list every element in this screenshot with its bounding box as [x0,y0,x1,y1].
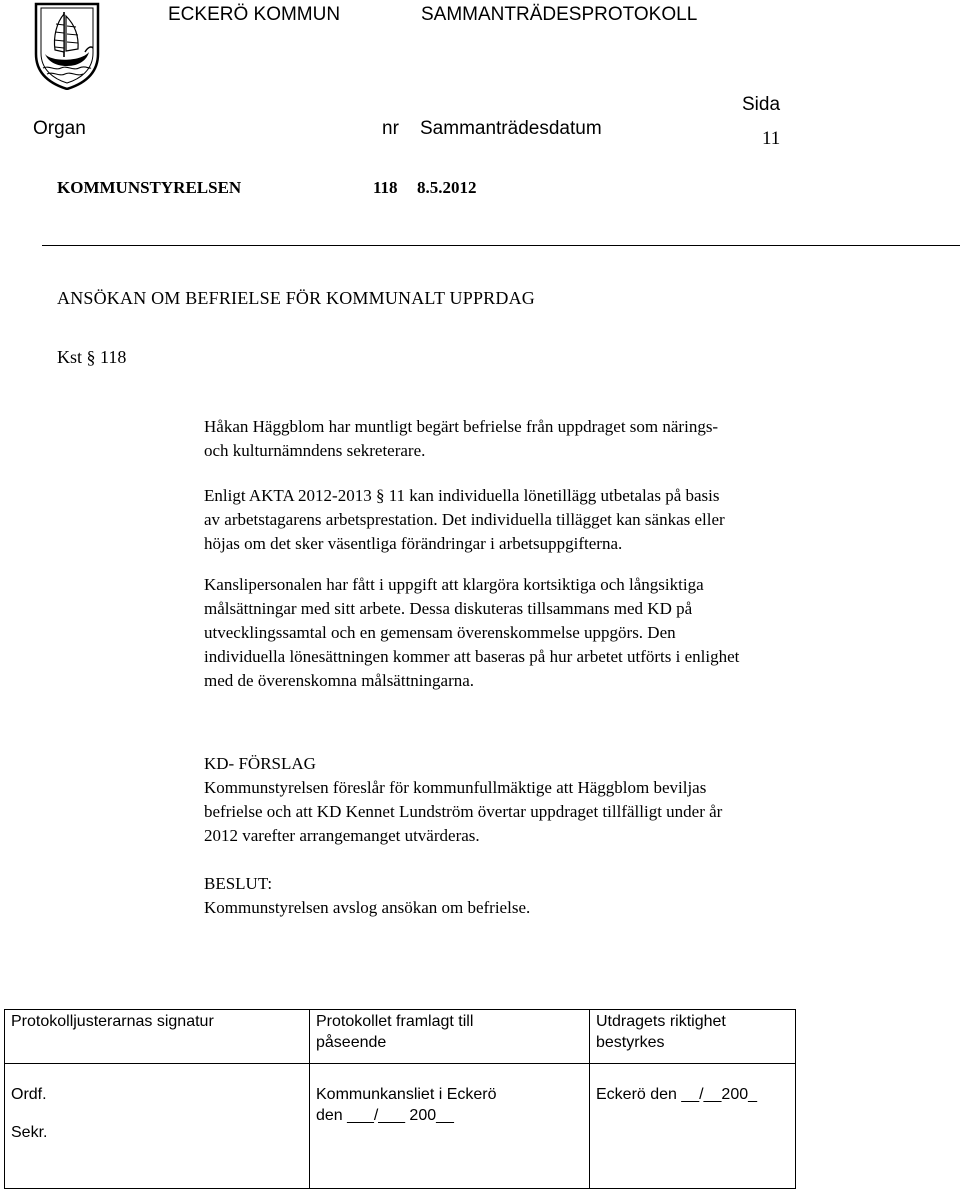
decision-text: Kommunstyrelsen avslog ansökan om befrielse. [204,898,531,917]
paragraph-line: målsättningar med sitt arbete. Dessa diskuteras tillsammans med KD på [204,599,693,618]
paragraph-line: höjas om det sker väsentliga förändringar i arbetsuppgifterna. [204,534,623,553]
eckero-coat-of-arms-icon [33,2,101,90]
posting-location: Kommunkansliet i Eckerö [316,1086,497,1103]
paragraph-line: med de överenskomna målsättningarna. [204,671,475,690]
decision-heading: BESLUT: [204,874,273,893]
nr-label: nr [382,118,399,139]
paragraph-line: befrielse och att KD Kennet Lundström övertar uppdraget tillfälligt under år [204,802,723,821]
posting-header-line: påseende [316,1034,387,1051]
signature-table [4,1009,796,1189]
document-type: SAMMANTRÄDESPROTOKOLL [421,4,698,25]
decision-section [204,872,844,920]
paragraph-line: Enligt AKTA 2012-2013 § 11 kan individuella lönetillägg utbetalas på basis [204,486,720,505]
paragraph-request [204,415,844,463]
paragraph-line: Håkan Häggblom har muntligt begärt befrielse från uppdraget som närings- [204,417,719,436]
section-reference: Kst § 118 [57,347,127,367]
paragraph-staff-goals [204,573,844,693]
posting-date: den ___/___ 200__ [316,1107,454,1124]
paragraph-line: av arbetstagarens arbetsprestation. Det individuella tillägget kan sänkas eller [204,510,725,529]
paragraph-line: 2012 varefter arrangemanget utvärderas. [204,826,480,845]
signature-header-cell [5,1010,310,1064]
certification-header-line: Utdragets riktighet [596,1013,726,1030]
organ-value: KOMMUNSTYRELSEN [57,178,242,197]
meeting-date-label: Sammanträdesdatum [420,118,602,139]
certification-cell [590,1064,796,1189]
posting-cell [310,1064,590,1189]
paragraph-line: Kanslipersonalen har fått i uppgift att klargöra kortsiktiga och långsiktiga [204,575,704,594]
posting-header-line: Protokollet framlagt till [316,1013,474,1030]
certification-date: Eckerö den __/__200_ [596,1086,758,1103]
certification-header-cell [590,1010,796,1064]
paragraph-line: individuella lönesättningen kommer att baseras på hur arbetet utförts i enlighet [204,647,740,666]
signature-header: Protokolljusterarnas signatur [11,1013,214,1030]
page-number: 11 [762,128,781,149]
page-label: Sida [742,94,781,115]
proposal-section [204,752,844,848]
chair-label: Ordf. [11,1086,47,1103]
proposal-heading: KD- FÖRSLAG [204,754,316,773]
meeting-date-value: 8.5.2012 [417,178,477,197]
nr-value: 118 [373,178,398,197]
municipality-name: ECKERÖ KOMMUN [168,4,341,25]
item-title: ANSÖKAN OM BEFRIELSE FÖR KOMMUNALT UPPRDAG [57,288,535,308]
header-divider [42,245,960,246]
paragraph-line: utvecklingssamtal och en gemensam överenskommelse uppgörs. Den [204,623,676,642]
organ-label: Organ [33,118,86,139]
certification-header-line: bestyrkes [596,1034,665,1051]
posting-header-cell [310,1010,590,1064]
paragraph-line: och kulturnämndens sekreterare. [204,441,426,460]
signatures-cell [5,1064,310,1189]
paragraph-line: Kommunstyrelsen föreslår för kommunfullmäktige att Häggblom beviljas [204,778,707,797]
secretary-label: Sekr. [11,1124,48,1141]
paragraph-salary-agreement [204,484,844,556]
